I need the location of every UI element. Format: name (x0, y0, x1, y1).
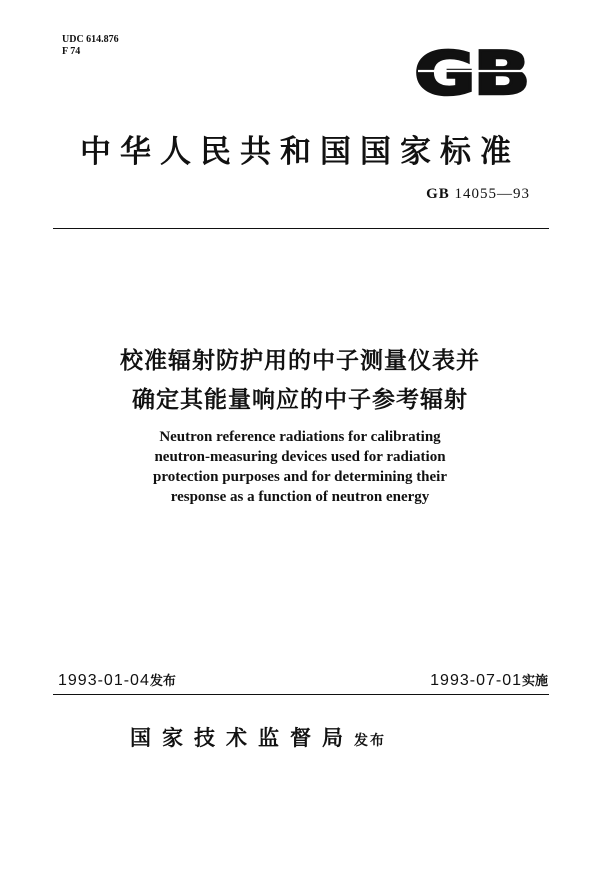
gb-logo-text: GB (414, 42, 528, 100)
gb-logo (412, 42, 530, 100)
issue-date-suffix: 发布 (149, 674, 176, 689)
standard-number-prefix: GB (426, 186, 450, 202)
category-code: F 74 (62, 46, 81, 57)
issue-date-value: 1993-01-04 (58, 672, 150, 689)
issuer-name: 国家技术监督局 (130, 726, 354, 750)
english-title-line-2: neutron-measuring devices used for radiation (154, 449, 446, 465)
bottom-divider (53, 694, 549, 695)
chinese-title-line-2: 确定其能量响应的中子参考辐射 (132, 387, 468, 413)
english-title-line-4: response as a function of neutron energy (170, 489, 430, 505)
issue-date (58, 670, 176, 690)
implementation-date-suffix: 实施 (521, 674, 548, 689)
standard-title: 中华人民共和国国家标准 (80, 134, 520, 170)
udc-code: UDC 614.876 (62, 34, 119, 45)
standard-number (426, 186, 530, 203)
english-title-line-1: Neutron reference radiations for calibrating (159, 429, 441, 445)
standard-number-value: 14055—93 (454, 186, 530, 202)
top-divider (53, 228, 549, 229)
implementation-date-value: 1993-07-01 (430, 672, 522, 689)
issuing-authority (130, 722, 386, 752)
chinese-title-line-1: 校准辐射防护用的中子测量仪表并 (120, 348, 480, 374)
implementation-date (430, 670, 548, 690)
issuer-suffix: 发布 (354, 733, 386, 749)
english-title-line-3: protection purposes and for determining their (152, 469, 448, 485)
